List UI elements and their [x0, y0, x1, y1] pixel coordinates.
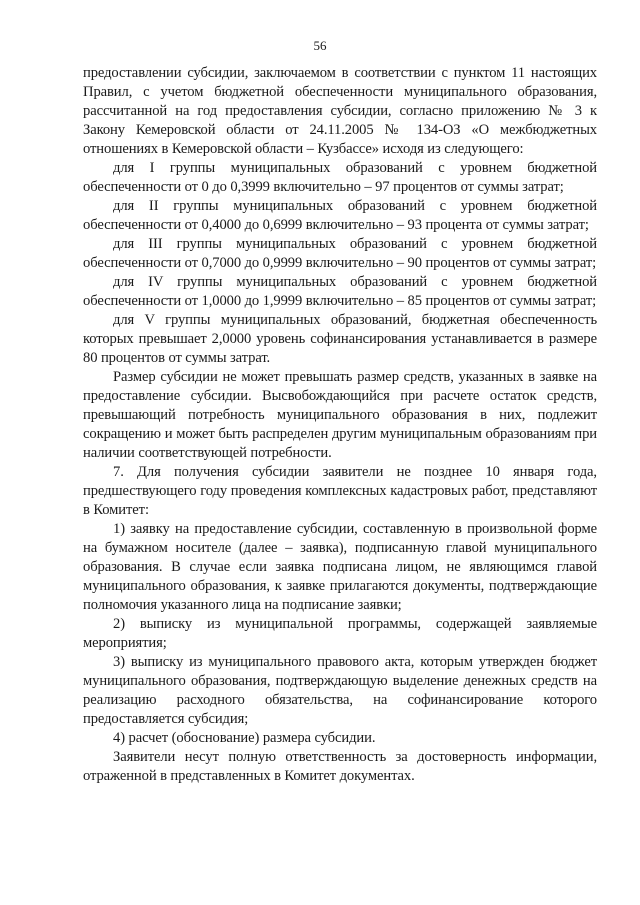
paragraph-subitem-2: 2) выписку из муниципальной программы, содержащей заявляемые мероприятия; — [83, 616, 597, 651]
document-body — [83, 64, 597, 786]
paragraph-subitem-3: 3) выписку из муниципального правового акта, которым утвержден бюджет муниципального образования, подтверждающую выделение денежных средств на реализацию расходного обязательства, на софинансирование которого предоставляется субсидия; — [83, 654, 597, 727]
paragraph-group-5: для V группы муниципальных образований, бюджетная обеспеченность которых превышает 2,0000 уровень софинансирования устанавливается в размере 80 процентов от суммы затрат. — [83, 312, 597, 366]
paragraph-item-7: 7. Для получения субсидии заявители не позднее 10 января года, предшествующего году проведения комплексных кадастровых работ, представляют в Комитет: — [83, 464, 597, 518]
paragraph-subitem-4: 4) расчет (обоснование) размера субсидии. — [113, 730, 376, 746]
paragraph-subsidy-limit: Размер субсидии не может превышать размер средств, указанных в заявке на предоставление субсидии. Высвобождающийся при расчете остаток средств, превышающий потребность муниципального образования в них, подлежит сокращению и может быть распределен другим муниципальным образованиям при наличии соответствующей потребности. — [83, 369, 597, 461]
page-number: 56 — [313, 38, 327, 53]
paragraph-group-4: для IV группы муниципальных образований с уровнем бюджетной обеспеченности от 1,0000 до 1,9999 включительно – 85 процентов от суммы затрат; — [83, 274, 597, 309]
paragraph-group-3: для III группы муниципальных образований с уровнем бюджетной обеспеченности от 0,7000 до 0,9999 включительно – 90 процентов от суммы затрат; — [83, 236, 597, 271]
paragraph-subitem-1: 1) заявку на предоставление субсидии, составленную в произвольной форме на бумажном носителе (далее – заявка), подписанную главой муниципального образования. В случае если заявка подписана лицом, не являющимся главой муниципального образования, к заявке прилагаются документы, подтверждающие полномочия указанного лица на подписание заявки; — [83, 521, 597, 613]
paragraph-group-2: для II группы муниципальных образований с уровнем бюджетной обеспеченности от 0,4000 до 0,6999 включительно – 93 процента от суммы затрат; — [83, 198, 597, 233]
paragraph-group-1: для I группы муниципальных образований с уровнем бюджетной обеспеченности от 0 до 0,3999 включительно – 97 процентов от суммы затрат; — [83, 160, 597, 195]
paragraph-responsibility: Заявители несут полную ответственность за достоверность информации, отраженной в представленных в Комитет документах. — [83, 749, 597, 784]
paragraph-intro: предоставлении субсидии, заключаемом в соответствии с пунктом 11 настоящих Правил, с учетом бюджетной обеспеченности муниципального образования, рассчитанной на год предоставления субсидии, согласно приложению № 3 к Закону Кемеровской области от 24.11.2005 № 134-ОЗ «О межбюджетных отношениях в Кемеровской области – Кузбассе» исходя из следующего: — [83, 65, 597, 157]
